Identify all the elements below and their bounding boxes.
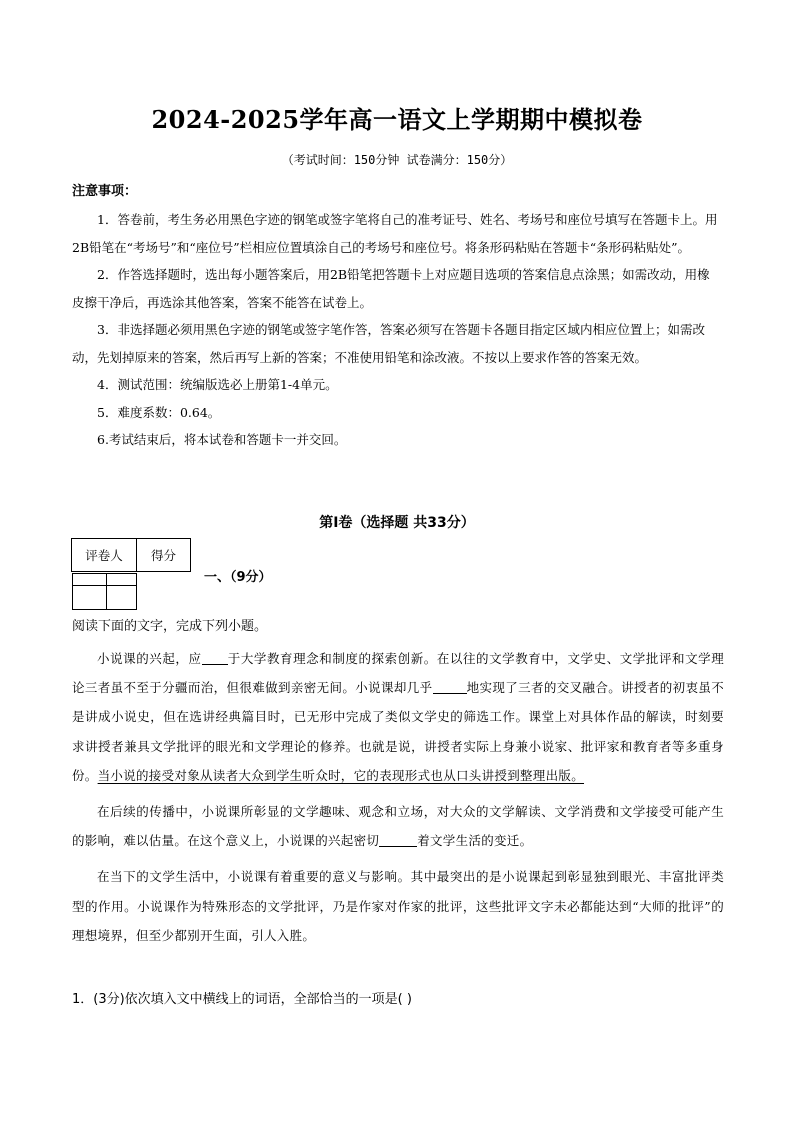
- reading-passage: [72, 644, 724, 957]
- note-item: 6.考试结束后，将本试卷和答题卡一并交回。: [97, 432, 347, 447]
- exam-info: （考试时间：150分钟 试卷满分：150分）: [281, 153, 513, 167]
- score-table: [71, 538, 191, 587]
- note-item: 1．答卷前，考生务必用黑色字迹的钢笔或签字笔将自己的准考证号、姓名、考场号和座位号填写在答题卡上。用2B铅笔在“考场号”和“座位号”栏相应位置填涂自己的考场号和座位号。将条形码粘贴在答题卡“条形码粘贴处”。: [72, 212, 718, 255]
- passage-paragraph: [72, 797, 724, 855]
- fill-blank: [433, 681, 467, 695]
- note-item: 3．非选择题必须用黑色字迹的钢笔或签字笔作答，答案必须写在答题卡各题目指定区域内相应位置上；如需改动，先划掉原来的答案，然后再写上新的答案；不准使用铅笔和涂改液。不按以上要求作答的答案无效。: [72, 322, 705, 365]
- passage-paragraph: 在当下的文学生活中，小说课有着重要的意义与影响。其中最突出的是小说课起到彰显独到眼光、丰富批评类型的作用。小说课作为特殊形态的文学批评，乃是作家对作家的批评，这些批评文字未必都能达到“大师的批评”的理想境界，但至少都别开生面，引人入胜。: [72, 869, 724, 943]
- note-item: 5．难度系数：0.64。: [97, 404, 221, 420]
- note-item: 2．作答选择题时，选出每小题答案后，用2B铅笔把答题卡上对应题目选项的答案信息点涂黑；如需改动，用橡皮擦干净后，再选涂其他答案，答案不能答在试卷上。: [72, 267, 710, 310]
- score-header: 得分: [137, 539, 191, 572]
- question-1: 1．(3分)依次填入文中横线上的词语，全部恰当的一项是( ): [72, 992, 412, 1007]
- fill-blank: [202, 652, 228, 666]
- fill-blank: [379, 834, 417, 848]
- section-title: 第Ⅰ卷（选择题 共33分）: [319, 515, 475, 531]
- page-title: 2024-2025学年高一语文上学期期中模拟卷: [151, 105, 643, 134]
- passage-text: 地实现了三者的交叉融合。讲授者的初衷虽不是讲成小说史，但在选讲经典篇目时，已无形中完成了类似文学史的筛选工作。课堂上对具体作品的解读，时刻要求讲授者兼具文学批评的眼光和文学理论的修养。也就是说，讲授者实际上身兼小说家、批评家和教育者等多重身份。: [72, 680, 724, 783]
- grader-header: 评卷人: [72, 539, 137, 572]
- notes-heading: 注意事项：: [72, 184, 138, 199]
- underlined-sentence: 当小说的接受对象从读者大众到学生听众时，它的表现形式也从口头讲授到整理出版。: [97, 767, 585, 783]
- note-item: 4．测试范围：统编版选必上册第1-4单元。: [97, 377, 338, 392]
- passage-text: 小说课的兴起，应: [97, 651, 202, 666]
- passage-paragraph: [72, 644, 724, 790]
- passage-text: 着文学生活的变迁。: [417, 833, 533, 849]
- score-cell: [107, 573, 136, 609]
- passage-text: 在后续的传播中，小说课所彰显的文学趣味、观念和立场，对大众的文学解读、文学消费和文学接受可能产生的影响，难以估量。在这个意义上，小说课的兴起密切: [72, 804, 724, 849]
- notes-list: [72, 206, 722, 454]
- part-one-heading: 一、（9分）: [204, 570, 272, 585]
- reading-instruction: 阅读下面的文字，完成下列小题。: [72, 619, 268, 634]
- grader-cell: [72, 573, 107, 609]
- passage-text: 于大学教育理念和制度的探索创新。在以往的文学教育中，文学史、文学批评和文学理论三者虽不至于分疆而治，但很难做到亲密无间。小说课却几乎: [72, 651, 725, 696]
